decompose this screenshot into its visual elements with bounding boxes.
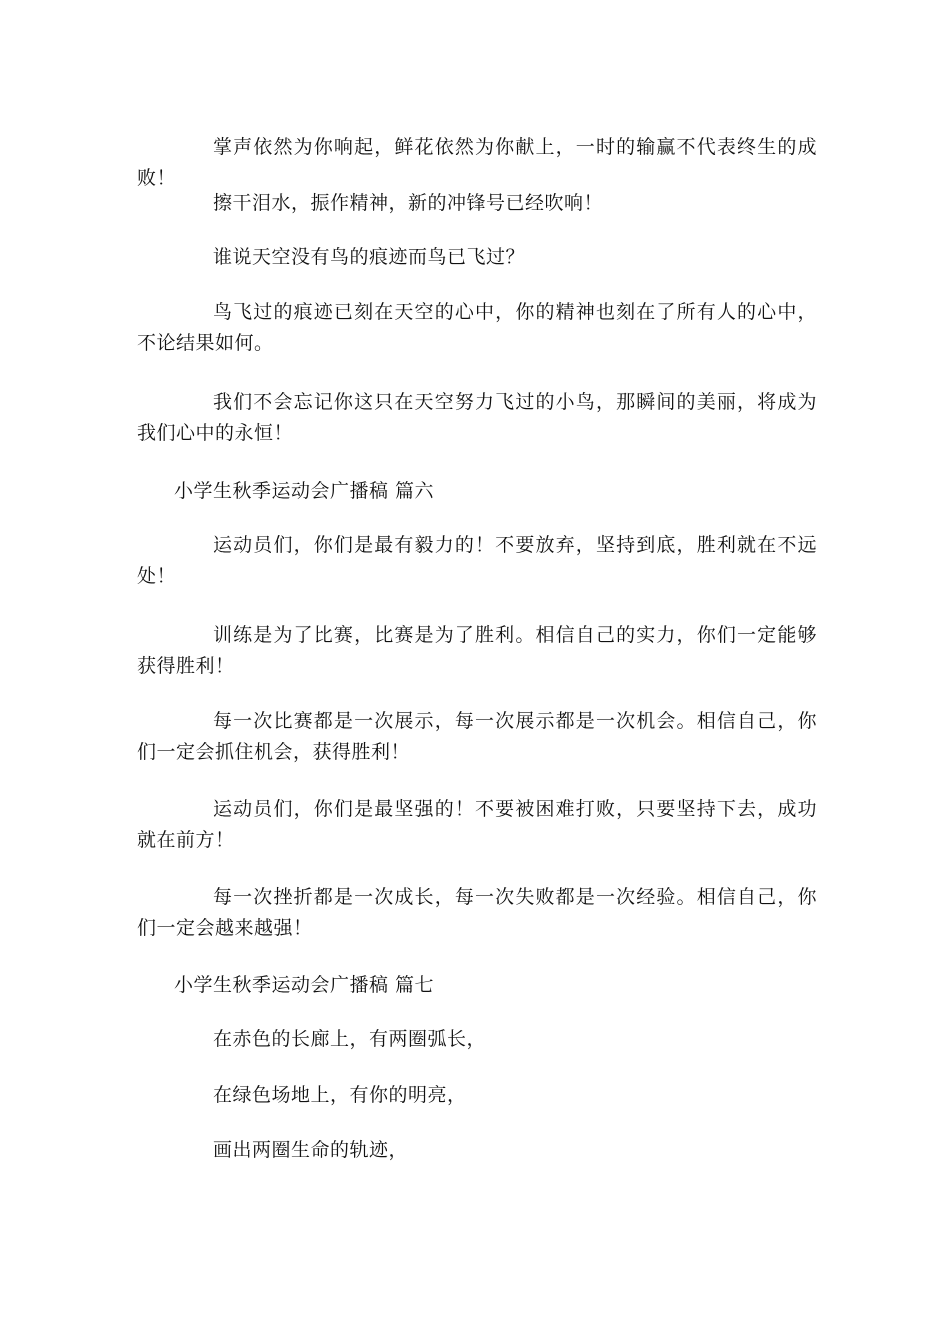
- paragraph: 擦干泪水，振作精神，新的冲锋号已经吹响！: [213, 192, 604, 214]
- paragraph: 掌声依然为你响起，鲜花依然为你献上，一时的输赢不代表终生的成败！: [137, 136, 817, 189]
- paragraph: 我们不会忘记你这只在天空努力飞过的小鸟，那瞬间的美丽，将成为我们心中的永恒！: [137, 391, 817, 444]
- paragraph: 训练是为了比赛，比赛是为了胜利。相信自己的实力，你们一定能够获得胜利！: [137, 624, 817, 677]
- paragraph: 运动员们，你们是最坚强的！不要被困难打败，只要坚持下去，成功就在前方！: [137, 798, 817, 851]
- paragraph: 运动员们，你们是最有毅力的！不要放弃，坚持到底，胜利就在不远处！: [137, 534, 817, 587]
- paragraph: 鸟飞过的痕迹已刻在天空的心中，你的精神也刻在了所有人的心中，不论结果如何。: [137, 301, 817, 354]
- paragraph: 画出两圈生命的轨迹，: [213, 1139, 409, 1161]
- paragraph: 每一次挫折都是一次成长，每一次失败都是一次经验。相信自己，你们一定会越来越强！: [137, 886, 817, 939]
- paragraph: 谁说天空没有鸟的痕迹而鸟已飞过？: [213, 246, 526, 268]
- paragraph: 每一次比赛都是一次展示，每一次展示都是一次机会。相信自己，你们一定会抓住机会，获得胜利！: [137, 710, 817, 763]
- paragraph: 在绿色场地上，有你的明亮，: [213, 1084, 467, 1106]
- section-heading-6: 小学生秋季运动会广播稿 篇六: [174, 480, 435, 502]
- paragraph: 在赤色的长廊上，有两圈弧长，: [213, 1028, 487, 1050]
- section-heading-7: 小学生秋季运动会广播稿 篇七: [174, 974, 435, 996]
